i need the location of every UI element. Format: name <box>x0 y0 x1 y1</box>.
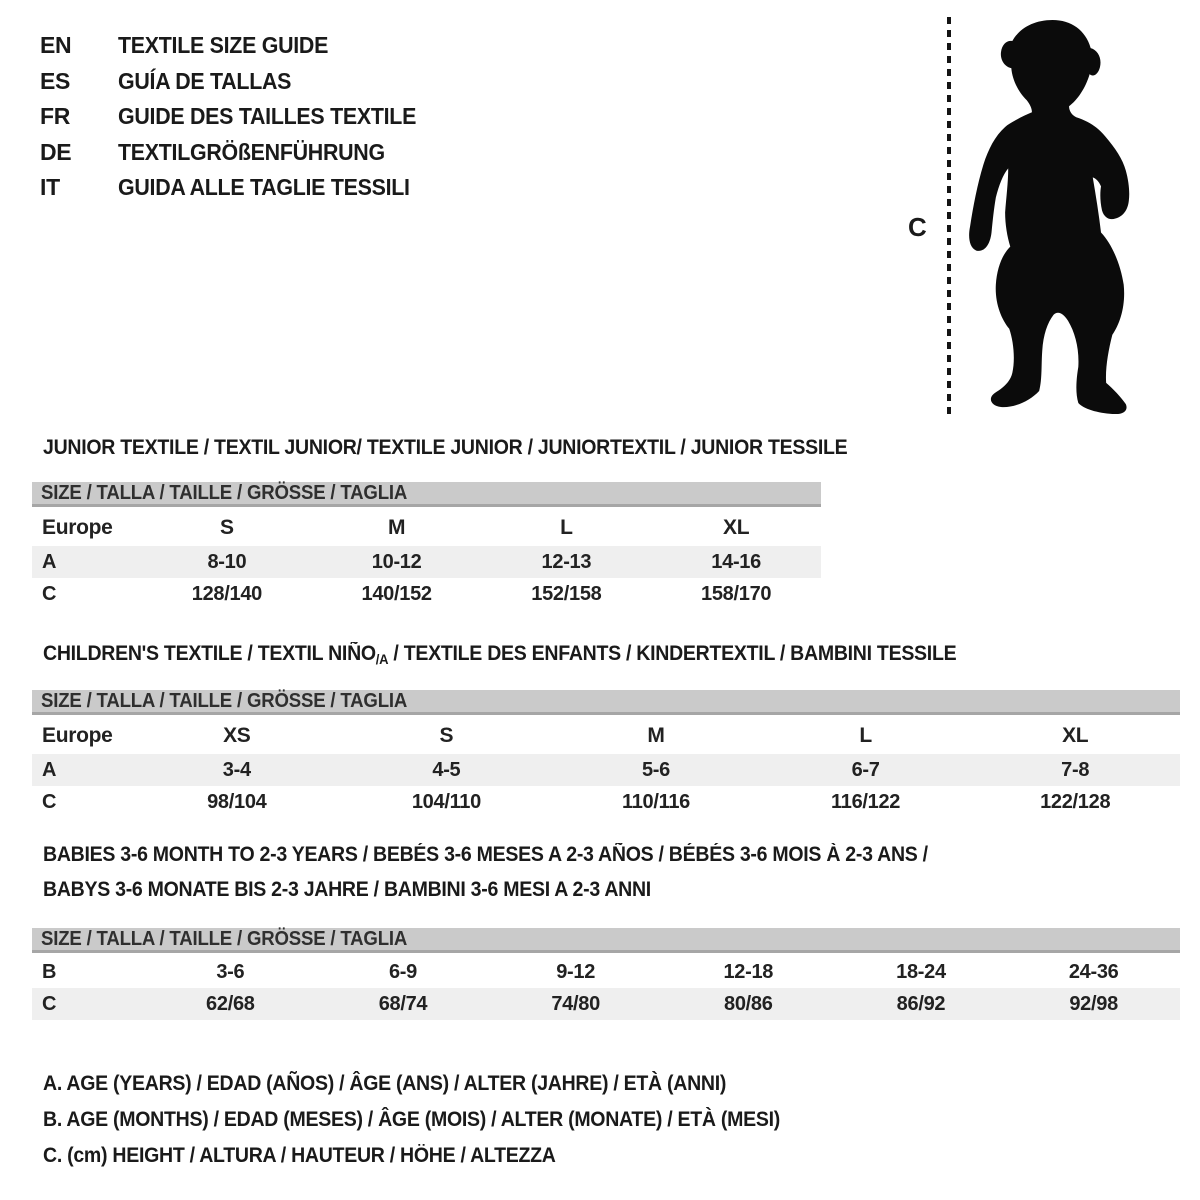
lang-code: IT <box>40 174 60 201</box>
column-header-row <box>32 718 1180 754</box>
size-header-text: SIZE / TALLA / TAILLE / GRÖSSE / TAGLIA <box>41 927 408 950</box>
value-cell: 7-8 <box>1061 758 1090 781</box>
legend-line-c <box>43 1138 835 1174</box>
size-header-cell: XL <box>1062 724 1089 747</box>
value-cell: 110/116 <box>621 790 690 813</box>
language-title-list <box>40 28 439 206</box>
value-cell: 3-6 <box>216 960 245 983</box>
value-cell: 10-12 <box>371 550 422 573</box>
children-title-text <box>43 642 956 666</box>
size-header-cell: S <box>220 516 234 539</box>
lang-title: TEXTILE SIZE GUIDE <box>118 32 329 59</box>
value-cell: 12-13 <box>541 550 592 573</box>
region-header-cell: Europe <box>42 516 113 539</box>
value-cell: 68/74 <box>378 992 428 1015</box>
value-cell: 92/98 <box>1069 992 1118 1015</box>
row-label-cell: B <box>42 960 57 983</box>
lang-row-de <box>40 135 439 171</box>
junior-section-title <box>43 436 908 460</box>
height-measure-dashed-line <box>947 17 951 417</box>
value-cell: 14-16 <box>711 550 761 573</box>
babies-title-line2: BABYS 3-6 MONATE BIS 2-3 JAHRE / BAMBINI 3-6 MESI A 2-3 ANNI <box>43 878 651 901</box>
region-header-cell: Europe <box>42 724 113 747</box>
row-label-cell: C <box>42 992 57 1015</box>
value-cell: 104/110 <box>411 790 481 813</box>
data-row-C <box>32 786 1180 818</box>
value-cell: 18-24 <box>896 960 946 983</box>
lang-row-en <box>40 28 439 64</box>
lang-row-es <box>40 64 439 100</box>
data-row-C <box>32 578 821 610</box>
value-cell: 86/92 <box>896 992 946 1015</box>
legend-text-b: B. AGE (MONTHS) / EDAD (MESES) / ÂGE (MOIS) / ALTER (MONATE) / ETÀ (MESI) <box>43 1108 780 1131</box>
value-cell: 74/80 <box>551 992 600 1015</box>
data-row-C <box>32 988 1180 1020</box>
children-title-sub: /A <box>375 651 389 667</box>
legend-line-a <box>43 1066 835 1102</box>
lang-title: GUIDA ALLE TAGLIE TESSILI <box>118 174 410 201</box>
children-size-header-bar <box>32 690 1180 715</box>
babies-section-title <box>43 843 994 867</box>
babies-size-table <box>32 956 1180 1020</box>
lang-code: DE <box>40 138 72 165</box>
lang-title: GUIDE DES TAILLES TEXTILE <box>118 103 417 130</box>
size-header-text: SIZE / TALLA / TAILLE / GRÖSSE / TAGLIA <box>41 481 408 504</box>
children-section-title <box>43 642 1025 666</box>
value-cell: 62/68 <box>206 992 255 1015</box>
row-label-cell: C <box>42 582 57 605</box>
size-header-cell: M <box>647 724 665 747</box>
value-cell: 9-12 <box>556 960 596 983</box>
babies-title-line1: BABIES 3-6 MONTH TO 2-3 YEARS / BEBÉS 3-6 MESES A 2-3 AÑOS / BÉBÉS 3-6 MOIS À 2-3 ANS / <box>43 843 928 866</box>
lang-row-fr <box>40 99 439 135</box>
value-cell: 3-4 <box>222 758 251 781</box>
value-cell: 116/122 <box>831 790 901 813</box>
row-label-cell: C <box>42 790 57 813</box>
size-header-cell: XS <box>223 724 251 747</box>
children-title-pre: CHILDREN'S TEXTILE / TEXTIL NIÑO <box>43 642 376 665</box>
value-cell: 8-10 <box>207 550 247 573</box>
value-cell: 152/158 <box>531 582 602 605</box>
value-cell: 122/128 <box>1040 790 1111 813</box>
value-cell: 158/170 <box>701 582 772 605</box>
toddler-silhouette-icon <box>968 20 1134 414</box>
value-cell: 4-5 <box>432 758 461 781</box>
lang-row-it <box>40 170 439 206</box>
value-cell: 98/104 <box>207 790 267 813</box>
column-header-row <box>32 510 821 546</box>
lang-title: GUÍA DE TALLAS <box>118 67 292 94</box>
size-header-cell: L <box>859 724 872 747</box>
children-size-table <box>32 718 1180 818</box>
value-cell: 80/86 <box>724 992 773 1015</box>
lang-title: TEXTILGRÖßENFÜHRUNG <box>118 138 385 165</box>
value-cell: 6-9 <box>388 960 417 983</box>
measurement-legend <box>43 1066 835 1174</box>
lang-code: EN <box>40 32 72 59</box>
lang-code: FR <box>40 103 71 130</box>
children-title-post: / TEXTILE DES ENFANTS / KINDERTEXTIL / BAMBINI TESSILE <box>388 642 957 665</box>
value-cell: 140/152 <box>361 582 432 605</box>
junior-size-header-bar <box>32 482 821 507</box>
legend-text-c: C. (cm) HEIGHT / ALTURA / HAUTEUR / HÖHE / ALTEZZA <box>43 1144 556 1167</box>
data-row-A <box>32 546 821 578</box>
babies-section-title-line2 <box>43 878 697 902</box>
size-header-text: SIZE / TALLA / TAILLE / GRÖSSE / TAGLIA <box>41 689 408 712</box>
lang-code: ES <box>40 67 71 94</box>
value-cell: 12-18 <box>723 960 774 983</box>
row-label-cell: A <box>42 758 57 781</box>
value-cell: 6-7 <box>851 758 880 781</box>
value-cell: 5-6 <box>641 758 670 781</box>
junior-size-table <box>32 510 821 610</box>
legend-text-a: A. AGE (YEARS) / EDAD (AÑOS) / ÂGE (ANS) / ALTER (JAHRE) / ETÀ (ANNI) <box>43 1072 727 1095</box>
junior-title-text: JUNIOR TEXTILE / TEXTIL JUNIOR/ TEXTILE JUNIOR / JUNIORTEXTIL / JUNIOR TESSILE <box>43 436 848 459</box>
value-cell: 24-36 <box>1068 960 1119 983</box>
size-header-cell: L <box>560 516 573 539</box>
value-cell: 128/140 <box>191 582 262 605</box>
row-label-cell: A <box>42 550 57 573</box>
height-measure-label: C <box>908 212 927 242</box>
legend-line-b <box>43 1102 835 1138</box>
size-header-cell: M <box>388 516 406 539</box>
size-header-cell: S <box>439 724 454 747</box>
size-header-cell: XL <box>723 516 750 539</box>
data-row-A <box>32 754 1180 786</box>
babies-size-header-bar <box>32 928 1180 953</box>
data-row-B <box>32 956 1180 988</box>
